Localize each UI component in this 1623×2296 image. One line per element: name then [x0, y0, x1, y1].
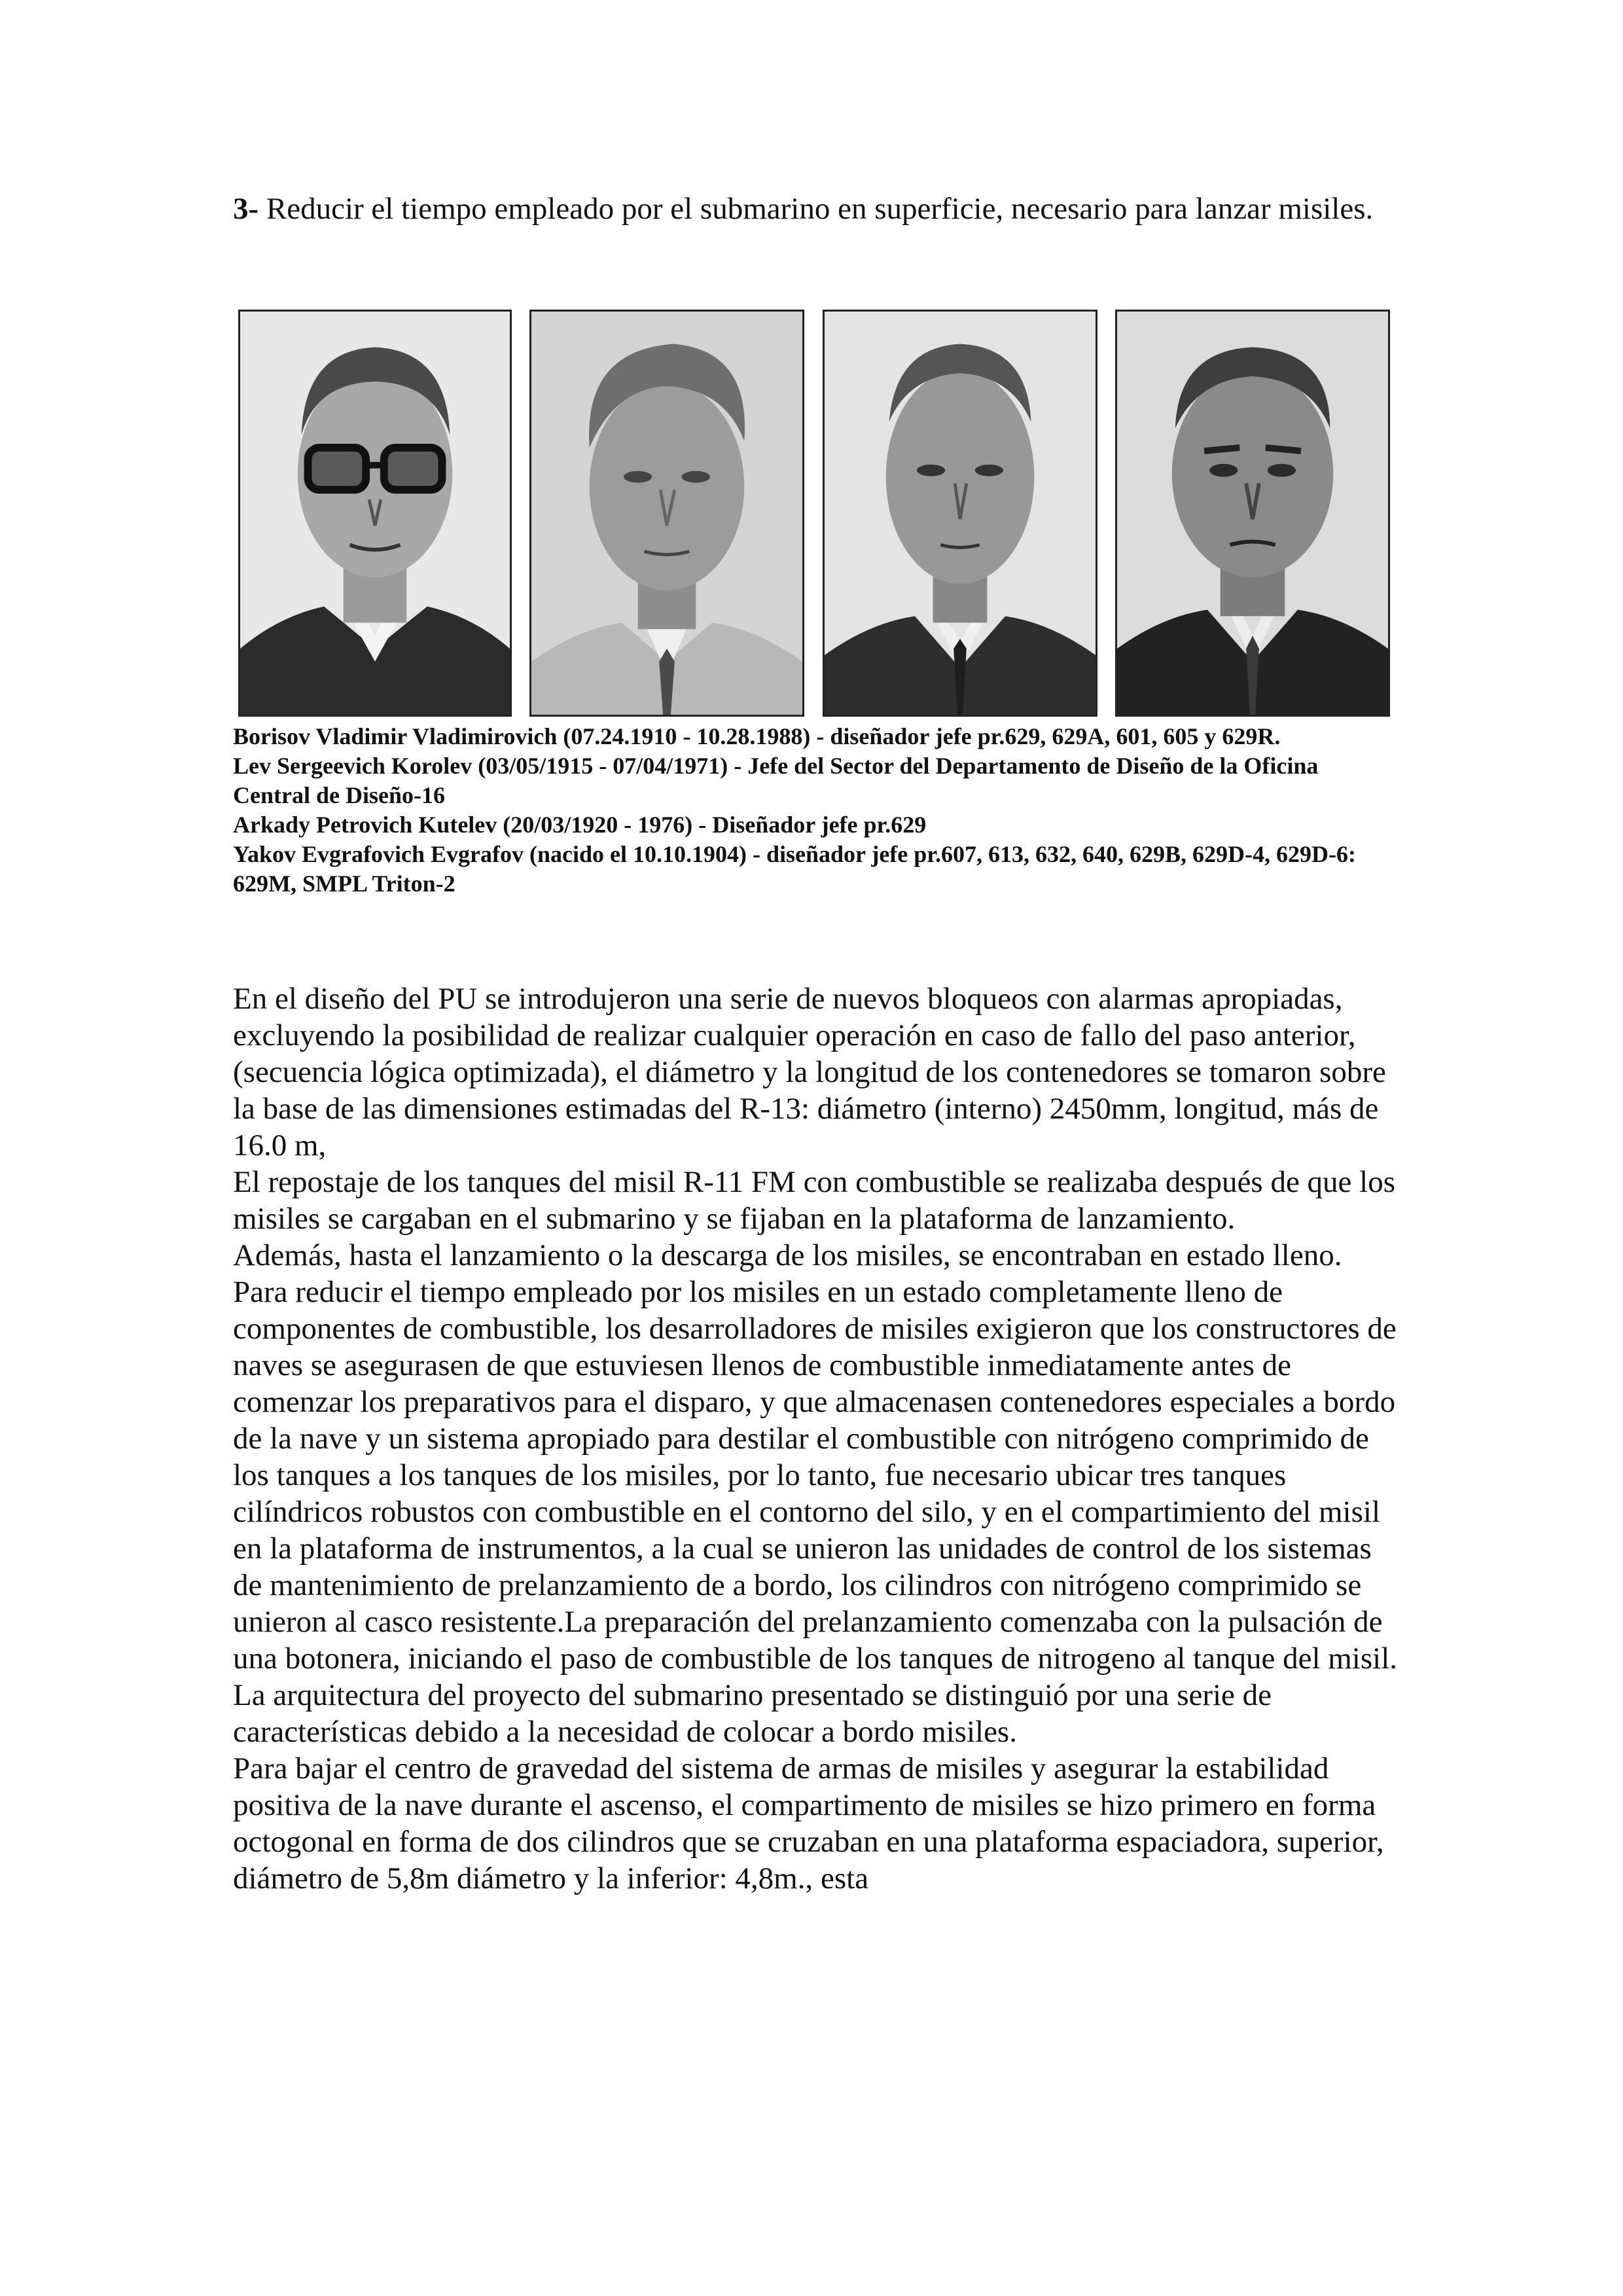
intro-number: 3- [233, 192, 259, 226]
portrait-borisov-photo [238, 310, 512, 717]
photo-captions [233, 722, 1398, 899]
intro-line [233, 190, 1411, 228]
portrait-gallery [238, 310, 1390, 717]
portrait-kutelev-photo [823, 310, 1097, 717]
paragraph: Además, hasta el lanzamiento o la descarga de los misiles, se encontraban en estado lleno. [233, 1238, 1342, 1272]
caption-evgrafov: Yakov Evgrafovich Evgrafov (nacido el 10.10.1904) - diseñador jefe pr.607, 613, 632, 640, 629B, 629D-4, 629D-6: 629M, SMPL Triton-2 [233, 841, 1356, 897]
caption-kutelev: Arkady Petrovich Kutelev (20/03/1920 - 1976) - Diseñador jefe pr.629 [233, 812, 927, 838]
intro-text: Reducir el tiempo empleado por el submarino en superficie, necesario para lanzar misiles. [259, 192, 1374, 226]
caption-borisov: Borisov Vladimir Vladimirovich (07.24.1910 - 10.28.1988) - diseñador jefe pr.629, 629A, 601, 605 y 629R. [233, 723, 1281, 749]
paragraph: Para bajar el centro de gravedad del sistema de armas de misiles y asegurar la estabilidad positiva de la nave durante el ascenso, el compartimento de misiles se hizo primero en forma octogonal en forma de dos cilindros que se cruzaban en una plataforma espaciadora, superior, diámetro de 5,8m diámetro y la inferior: 4,8m., esta [233, 1751, 1384, 1895]
paragraph: La arquitectura del proyecto del submarino presentado se distinguió por una serie de características debido a la necesidad de colocar a bordo misiles. [233, 1678, 1272, 1749]
portrait-evgrafov-photo [1115, 310, 1390, 717]
body-text [233, 980, 1404, 1897]
caption-korolev: Lev Sergeevich Korolev (03/05/1915 - 07/04/1971) - Jefe del Sector del Departamento de Diseño de la Oficina Central de Diseño-16 [233, 753, 1319, 808]
portrait-korolev-photo [529, 310, 804, 717]
paragraph: En el diseño del PU se introdujeron una serie de nuevos bloqueos con alarmas apropiadas, excluyendo la posibilidad de realizar cualquier operación en caso de fallo del paso anterior, (secuencia lógica optimizada), el diámetro y la longitud de los contenedores se tomaron sobre la base de las dimensiones estimadas del R-13: diámetro (interno) 2450mm, longitud, más de 16.0 m, [233, 982, 1386, 1162]
paragraph: Para reducir el tiempo empleado por los misiles en un estado completamente lleno de componentes de combustible, los desarrolladores de misiles exigieron que los constructores de naves se asegurasen de que estuviesen llenos de combustible inmediatamente antes de comenzar los preparativos para el disparo, y que almacenasen contenedores especiales a bordo de la nave y un sistema apropiado para destilar el combustible con nitrógeno comprimido de los tanques a los tanques de los misiles, por lo tanto, fue necesario ubicar tres tanques cilíndricos robustos con combustible en el contorno del silo, y en el compartimiento del misil en la plataforma de instrumentos, a la cual se unieron las unidades de control de los sistemas de mantenimiento de prelanzamiento de a bordo, los cilindros con nitrógeno comprimido se unieron al casco resistente.La preparación del prelanzamiento comenzaba con la pulsación de una botonera, iniciando el paso de combustible de los tanques de nitrogeno al tanque del misil. [233, 1275, 1398, 1676]
paragraph: El repostaje de los tanques del misil R-11 FM con combustible se realizaba después de que los misiles se cargaban en el submarino y se fijaban en la plataforma de lanzamiento. [233, 1165, 1396, 1236]
